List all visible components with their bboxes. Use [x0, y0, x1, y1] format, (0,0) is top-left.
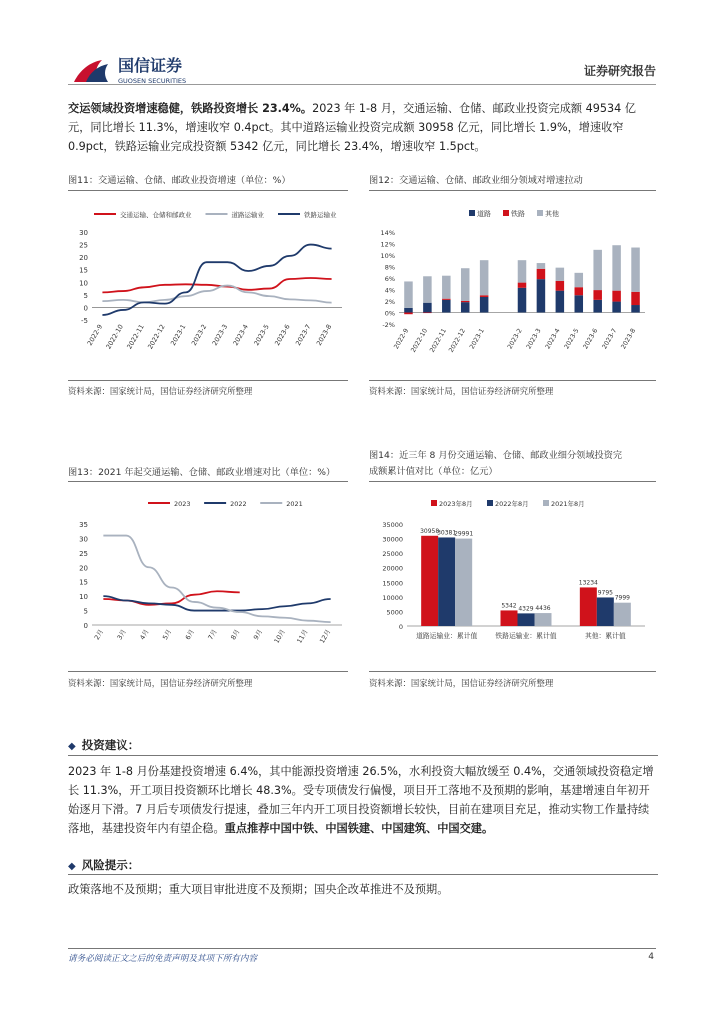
stacked-bar-segment	[423, 276, 432, 302]
legend-swatch	[503, 210, 509, 216]
data-label: 5342	[501, 602, 517, 610]
y-tick-label: 6%	[384, 275, 395, 283]
y-tick-label: 20	[79, 564, 88, 573]
legend-swatch	[431, 500, 437, 506]
stacked-bar-segment	[404, 313, 413, 315]
stacked-bar-segment	[612, 245, 621, 290]
stacked-bar-segment	[404, 281, 413, 307]
y-tick-label: 10	[79, 279, 88, 288]
x-tick-label: 其他：累计值	[584, 632, 626, 640]
bar	[421, 536, 438, 626]
guosen-logo	[72, 52, 222, 86]
stacked-bar-segment	[518, 283, 527, 288]
report-type: 证券研究报告	[583, 64, 656, 78]
bar	[455, 539, 472, 626]
intro-paragraph	[68, 99, 658, 156]
data-label: 29991	[454, 530, 474, 538]
fig11-caption: 图11：交通运输、仓储、邮政业投资增速（单位：%）	[68, 175, 291, 186]
invest-rule	[68, 755, 658, 756]
fig12-chart	[369, 196, 656, 376]
x-tick-label: 7月	[206, 628, 219, 642]
x-tick-label: 6月	[183, 628, 197, 642]
fig13-caption-rule	[68, 481, 348, 482]
data-label: 4436	[535, 605, 551, 613]
stacked-bar-segment	[518, 288, 527, 313]
x-tick-label: 12月	[318, 628, 333, 645]
diamond-bullet-icon: ◆	[68, 861, 76, 872]
legend-label: 2023年8月	[439, 500, 473, 508]
stacked-bar-segment	[404, 308, 413, 313]
stacked-bar-segment	[556, 291, 565, 313]
fig12-source: 资料来源：国家统计局，国信证券经济研究所整理	[369, 386, 554, 396]
x-tick-label: 2022-11	[428, 327, 449, 354]
fig13-caption: 图13：2021 年起交通运输、仓储、邮政业增速对比（单位：%）	[68, 467, 336, 478]
fig12-bottom-rule	[369, 380, 656, 381]
y-tick-label: 25	[79, 241, 88, 250]
legend-label: 2021	[286, 500, 303, 508]
x-tick-label: 2022-9	[85, 323, 105, 347]
stacked-bar-segment	[461, 302, 470, 312]
stacked-bar-segment	[480, 297, 489, 313]
x-tick-label: 3月	[115, 628, 128, 642]
y-tick-label: 15000	[382, 579, 403, 588]
fig11-caption-rule	[68, 190, 348, 191]
fig13-source: 资料来源：国家统计局，国信证券经济研究所整理	[68, 678, 253, 688]
y-tick-label: 20	[79, 254, 88, 263]
stacked-bar-segment	[593, 250, 602, 290]
x-tick-label: 2022-11	[125, 323, 146, 351]
legend-swatch	[537, 210, 543, 216]
data-label: 13234	[578, 579, 598, 587]
x-tick-label: 2022-12	[447, 327, 467, 354]
stacked-bar-segment	[575, 273, 584, 287]
fig11-bottom-rule	[68, 380, 348, 381]
y-tick-label: 4%	[384, 286, 395, 295]
legend-label: 2021年8月	[551, 500, 585, 508]
x-tick-label: 2022-12	[146, 323, 167, 351]
risk-rule	[68, 874, 658, 875]
legend-label: 其他	[545, 210, 559, 218]
invest-heading	[68, 737, 139, 753]
y-tick-label: 15	[79, 578, 88, 587]
x-tick-label: 2023-7	[294, 323, 313, 347]
fig11-source: 资料来源：国家统计局，国信证券经济研究所整理	[68, 386, 253, 396]
legend-label: 交通运输、仓储和邮政业	[120, 211, 192, 219]
stacked-bar-segment	[537, 279, 546, 312]
data-label: 30381	[437, 529, 457, 537]
stacked-bar-segment	[442, 299, 451, 300]
stacked-bar-segment	[423, 303, 432, 313]
stacked-bar-segment	[423, 313, 432, 314]
data-label: 4329	[518, 605, 534, 613]
stacked-bar-segment	[575, 295, 584, 312]
y-tick-label: 2%	[384, 298, 395, 306]
x-tick-label: 2023-6	[582, 327, 600, 351]
risk-title: 风险提示：	[81, 858, 140, 872]
stacked-bar-segment	[593, 300, 602, 313]
intro-text: 2023 年 1-8 月，交通运输、仓储、邮政业投资完成额 49534 亿元，同比增长 11.3%，增速收窄 0.4pct。其中道路运输业投资完成额 30958 亿元，同比增长 1.9%，增速收窄 0.9pct，铁路运输业完成投资额 5342 亿元，同比增长 23.4%，增速收窄 1.5pct。	[68, 102, 636, 153]
stacked-bar-segment	[518, 260, 527, 282]
footer-divider	[68, 948, 656, 949]
fig13-chart	[68, 488, 348, 668]
data-label: 9795	[597, 589, 613, 597]
x-tick-label: 2023-4	[544, 327, 562, 351]
stacked-bar-segment	[631, 305, 640, 312]
fig12-caption-rule	[369, 190, 656, 191]
series-line	[103, 591, 239, 605]
y-tick-label: 15	[79, 266, 88, 275]
x-tick-label: 2月	[92, 628, 106, 642]
x-tick-label: 2023-4	[231, 323, 250, 347]
bar	[580, 587, 597, 626]
y-tick-label: 30	[79, 229, 88, 237]
stacked-bar-segment	[556, 281, 565, 291]
legend-label: 2023	[174, 500, 191, 508]
bar	[614, 603, 631, 626]
invest-paragraph	[68, 762, 658, 838]
x-tick-label: 2023-5	[563, 327, 581, 351]
legend-label: 2022年8月	[495, 500, 529, 508]
legend-swatch	[487, 500, 493, 506]
header-divider	[68, 84, 656, 85]
series-line	[103, 536, 330, 623]
fig14-chart	[369, 488, 656, 668]
stacked-bar-segment	[442, 276, 451, 299]
y-tick-label: 35000	[382, 521, 403, 529]
legend-label: 铁路	[511, 210, 525, 218]
legend-label: 2022	[230, 500, 247, 508]
fig14-caption-line1: 图14：近三年 8 月份交通运输、仓储、邮政业细分领域投资完	[369, 450, 623, 461]
stacked-bar-segment	[631, 248, 640, 292]
x-tick-label: 2022-9	[392, 327, 411, 351]
x-tick-label: 2023-2	[506, 327, 524, 351]
fig11-chart	[68, 196, 348, 376]
legend-label: 铁路运输业	[304, 211, 337, 219]
y-tick-label: 20000	[382, 564, 403, 573]
stacked-bar-segment	[612, 302, 621, 313]
x-tick-label: 2023-1	[468, 327, 486, 351]
legend-swatch	[543, 500, 549, 506]
x-tick-label: 2023-5	[252, 323, 271, 347]
y-tick-label: 12%	[380, 240, 395, 249]
stacked-bar-segment	[593, 290, 602, 300]
legend-label: 道路	[477, 210, 491, 218]
stacked-bar-segment	[480, 260, 489, 295]
x-tick-label: 2023-3	[525, 327, 543, 351]
fig14-caption-line2: 成额累计值对比（单位：亿元）	[369, 466, 498, 477]
y-tick-label: 14%	[380, 229, 395, 237]
legend-label: 道路运输业	[231, 211, 264, 219]
y-tick-label: 5	[83, 607, 88, 616]
page-number: 4	[648, 952, 654, 962]
y-tick-label: 0	[83, 622, 88, 630]
legend-swatch	[469, 210, 475, 216]
stacked-bar-segment	[461, 301, 470, 302]
y-tick-label: 25000	[382, 550, 403, 559]
y-tick-label: 30000	[382, 535, 403, 544]
series-line	[102, 278, 331, 292]
stacked-bar-segment	[461, 268, 470, 301]
x-tick-label: 2022-10	[104, 323, 125, 351]
stacked-bar-segment	[442, 300, 451, 313]
y-tick-label: -5	[81, 317, 88, 325]
fig14-source: 资料来源：国家统计局，国信证券经济研究所整理	[369, 678, 554, 688]
invest-text: 2023 年 1-8 月份基建投资增速 6.4%，其中能源投资增速 26.5%，水利投资大幅放缓至 0.4%，交通领域投资稳定增长 11.3%，开工项目投资额环比增长 48.3%。受专项债发行偏慢，项目开工落地不及预期的影响，基建增速自年初开始逐月下滑。7 月后专项债发行提速，叠加三年内开工项目投资额增长较快，目前在建项目充足，推动实物工作量持续落地，基建投资年内有望企稳。	[68, 765, 654, 835]
stacked-bar-segment	[556, 268, 565, 281]
x-tick-label: 11月	[295, 628, 310, 645]
x-tick-label: 铁路运输业：累计值	[495, 632, 557, 640]
stacked-bar-segment	[575, 287, 584, 295]
risk-paragraph: 政策落地不及预期；重大项目审批进度不及预期；国央企改革推进不及预期。	[68, 883, 449, 896]
footer-disclaimer: 请务必阅读正文之后的免责声明及其项下所有内容	[68, 954, 258, 964]
stacked-bar-segment	[537, 269, 546, 279]
logo-cn-text: 国信证券	[118, 56, 183, 75]
x-tick-label: 2023-7	[601, 327, 619, 351]
y-tick-label: 0%	[384, 309, 395, 318]
y-tick-label: 30	[79, 535, 88, 544]
y-tick-label: 5000	[386, 608, 403, 617]
invest-bold: 重点推荐中国中铁、中国铁建、中国建筑、中国交建。	[224, 822, 494, 835]
y-tick-label: 0	[83, 304, 88, 313]
x-tick-label: 10月	[272, 628, 287, 645]
stacked-bar-segment	[537, 263, 546, 269]
fig14-caption-rule	[369, 481, 656, 482]
bar	[597, 597, 614, 626]
data-label: 7999	[614, 594, 630, 602]
x-tick-label: 道路运输业：累计值	[416, 632, 478, 640]
fig13-bottom-rule	[68, 671, 348, 672]
diamond-bullet-icon: ◆	[68, 741, 76, 752]
x-tick-label: 2023-2	[189, 323, 209, 347]
y-tick-label: 25	[79, 549, 88, 558]
series-line	[102, 245, 331, 315]
x-tick-label: 2023-6	[273, 323, 292, 347]
invest-title: 投资建议：	[81, 738, 140, 752]
bar	[518, 613, 535, 626]
x-tick-label: 2023-8	[620, 327, 638, 351]
stacked-bar-segment	[631, 292, 640, 305]
y-tick-label: 0	[398, 623, 403, 631]
x-tick-label: 2022-10	[409, 327, 430, 354]
x-tick-label: 8月	[229, 628, 242, 642]
y-tick-label: 35	[79, 521, 88, 529]
x-tick-label: 5月	[161, 628, 174, 642]
intro-bold: 交运领域投资增速稳健，铁路投资增长 23.4%。	[68, 102, 313, 115]
x-tick-label: 9月	[251, 628, 265, 642]
x-tick-label: 2023-8	[314, 323, 334, 347]
bar	[438, 537, 455, 626]
logo-en-text: GUOSEN SECURITIES	[118, 77, 187, 85]
y-tick-label: 10000	[382, 593, 403, 602]
stacked-bar-segment	[480, 295, 489, 297]
x-tick-label: 2023-3	[210, 323, 230, 347]
y-tick-label: 10%	[380, 252, 395, 260]
fig12-caption: 图12：交通运输、仓储、邮政业细分领域对增速拉动	[369, 175, 583, 186]
bar	[535, 613, 552, 626]
risk-heading	[68, 857, 139, 873]
x-tick-label: 2023-1	[169, 323, 188, 347]
y-tick-label: 10	[79, 593, 88, 602]
fig14-bottom-rule	[369, 671, 656, 672]
data-label: 30958	[420, 527, 440, 535]
y-tick-label: -2%	[382, 321, 395, 329]
y-tick-label: 8%	[384, 263, 395, 272]
x-tick-label: 4月	[138, 628, 151, 642]
y-tick-label: 5	[83, 291, 88, 300]
bar	[501, 610, 518, 626]
stacked-bar-segment	[612, 291, 621, 302]
